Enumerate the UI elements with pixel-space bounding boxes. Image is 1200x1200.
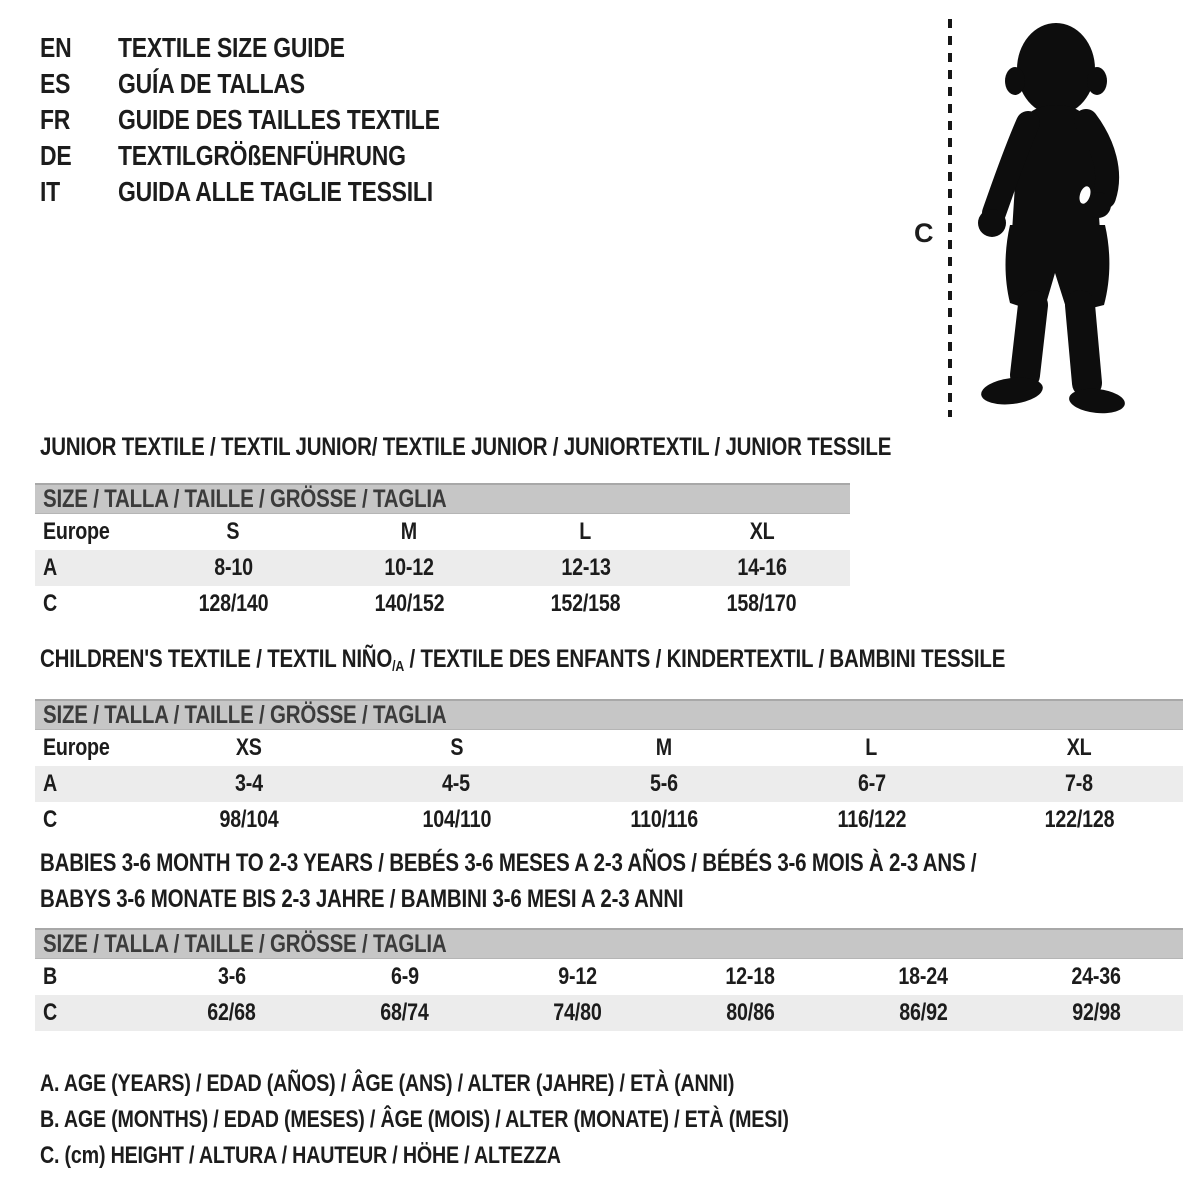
table-row-age [35,550,850,586]
table-cell: 3-6 [217,963,246,990]
table-cell: 3-4 [234,770,263,797]
table-cell: 110/116 [630,806,698,833]
language-title: GUIDA ALLE TAGLIE TESSILI [118,176,433,207]
column-header: XS [235,734,262,761]
table-row-height [35,995,1183,1031]
language-row-it [40,174,510,210]
footnote-c: C. (cm) HEIGHT / ALTURA / HAUTEUR / HÖHE / ALTEZZA [40,1142,561,1169]
language-title-list [40,30,510,210]
table-cell: 18-24 [898,963,949,990]
table-row-height [35,802,1183,838]
size-header-label: SIZE / TALLA / TAILLE / GRÖSSE / TAGLIA [43,929,447,958]
table-cell: 104/110 [422,806,491,833]
babies-section-title-line2: BABYS 3-6 MONATE BIS 2-3 JAHRE / BAMBINI 3-6 MESI A 2-3 ANNI [40,885,684,913]
table-cell: 14-16 [737,554,787,581]
column-header: L [579,518,592,545]
language-title: GUÍA DE TALLAS [118,68,305,99]
size-header-label: SIZE / TALLA / TAILLE / GRÖSSE / TAGLIA [43,484,447,513]
table-cell: 10-12 [384,554,435,581]
table-cell: 152/158 [550,590,621,617]
table-cell: 4-5 [442,770,471,797]
row-label: A [43,554,58,581]
table-cell: 24-36 [1071,963,1122,990]
footnote-b: B. AGE (MONTHS) / EDAD (MESES) / ÂGE (MOIS) / ALTER (MONATE) / ETÀ (MESI) [40,1106,789,1133]
table-cell: 7-8 [1065,770,1094,797]
column-header: XL [1066,734,1092,761]
table-row-age-months [35,959,1183,995]
junior-textile-section [35,433,892,622]
language-row-fr [40,102,510,138]
language-code: DE [40,140,72,171]
table-cell: 80/86 [726,999,775,1026]
language-title: TEXTILE SIZE GUIDE [118,32,345,63]
nino-a-subscript: /A [392,658,405,675]
column-header: XL [749,518,775,545]
language-title: TEXTILGRÖßENFÜHRUNG [118,140,406,171]
column-header: S [226,518,240,545]
language-title: GUIDE DES TAILLES TEXTILE [118,104,440,135]
table-row-age [35,766,1183,802]
footnote-a: A. AGE (YEARS) / EDAD (AÑOS) / ÂGE (ANS) / ALTER (JAHRE) / ETÀ (ANNI) [40,1070,735,1097]
table-cell: 9-12 [558,963,597,990]
language-code: IT [40,176,60,207]
language-code: EN [40,32,72,63]
children-textile-section [35,645,1183,838]
row-label: B [43,963,58,990]
language-code: ES [40,68,71,99]
table-row-height [35,586,850,622]
table-cell: 6-9 [390,963,419,990]
table-cell: 74/80 [553,999,602,1026]
language-code: FR [40,104,71,135]
table-cell: 140/152 [374,590,445,617]
children-size-table [35,730,1183,838]
table-cell: 68/74 [380,999,429,1026]
height-measure-dashed-line [948,19,952,417]
toddler-silhouette-icon [966,17,1144,422]
children-size-header-bar [35,699,1183,730]
table-cell: 122/128 [1044,806,1115,833]
table-row-europe [35,730,1183,766]
children-section-title: CHILDREN'S TEXTILE / TEXTIL $NIÑO_{/A}$ / TEXTILE DES ENFANTS / KINDERTEXTIL / BAMBINI TESSILE [40,645,1006,675]
column-header: M [655,734,673,761]
babies-textile-section [35,845,1183,1031]
row-label: A [43,770,58,797]
table-cell: 128/140 [198,590,268,617]
row-label: C [43,999,58,1026]
language-row-de [40,138,510,174]
row-label: C [43,590,58,617]
table-cell: 12-18 [725,963,776,990]
table-cell: 92/98 [1072,999,1121,1026]
footnotes [40,1066,953,1174]
height-measure-figure [900,15,1170,427]
babies-size-table [35,959,1183,1031]
language-row-es [40,66,510,102]
table-cell: 116/122 [837,806,906,833]
language-row-en [40,30,510,66]
babies-section-title-line1: BABIES 3-6 MONTH TO 2-3 YEARS / BEBÉS 3-6 MESES A 2-3 AÑOS / BÉBÉS 3-6 MOIS À 2-3 ANS / [40,849,977,877]
table-cell: 8-10 [213,554,253,581]
size-header-label: SIZE / TALLA / TAILLE / GRÖSSE / TAGLIA [43,700,447,729]
table-cell: 5-6 [650,770,678,797]
table-cell: 98/104 [219,806,279,833]
junior-size-header-bar [35,483,850,514]
table-cell: 86/92 [899,999,948,1026]
row-label: Europe [43,518,110,545]
row-label: C [43,806,58,833]
column-header: S [449,734,463,761]
row-label: Europe [43,734,110,761]
table-row-europe [35,514,850,550]
table-cell: 158/170 [726,590,797,617]
column-header: L [865,734,878,761]
table-cell: 62/68 [207,999,256,1026]
column-header: M [401,518,418,545]
junior-size-table [35,514,850,622]
babies-size-header-bar [35,928,1183,959]
table-cell: 6-7 [857,770,886,797]
table-cell: 12-13 [560,554,611,581]
height-measure-label: C [914,218,934,248]
junior-section-title: JUNIOR TEXTILE / TEXTIL JUNIOR/ TEXTILE JUNIOR / JUNIORTEXTIL / JUNIOR TESSILE [40,433,892,461]
